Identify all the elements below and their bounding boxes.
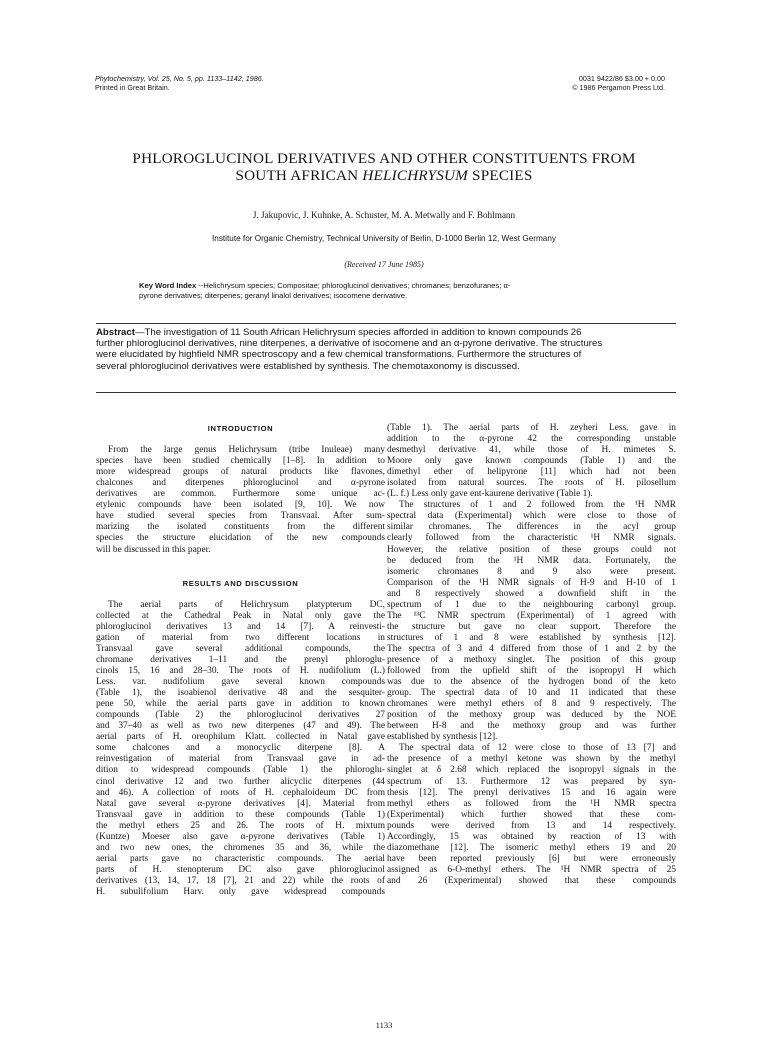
text-line: Transvaal gave in addition to these compounds (Table 1) [96, 809, 385, 820]
title-line-2-genus: HELICHRYSUM [362, 167, 469, 184]
abstract-bottom-rule [96, 392, 676, 393]
text-line: cinols 15, 16 and 28–30. The roots of H. nudifolium (L.) [96, 666, 385, 677]
abstract-line: further phloroglucinol derivatives, nine diterpenes, a derivative of isocomene and an α-pyrone derivative. The structures [96, 338, 603, 350]
text-line: phloroglucinol derivatives 13 and 14 [7]. A reinvesti- [96, 621, 385, 632]
page-number: 1133 [375, 1020, 393, 1030]
text-line: (Table 1), the isoabienol derivative 48 and the sesquiter- [96, 688, 385, 699]
text-line: species the structure elucidation of the new compounds [96, 533, 385, 544]
text-line: species have been studied chemically [1–8]. In addition to [96, 456, 385, 467]
text-line: However, the relative position of these groups could not [387, 544, 676, 555]
text-line: isolated from natural sources. The roots of H. pilosellum [387, 478, 676, 489]
text-line: pene 50, while the aerial parts gave in addition to known [96, 699, 385, 710]
text-line: followed from the upfield shift of the isopropyl H which [387, 666, 676, 677]
text-line: presence of a methoxy singlet. The position of this group [387, 654, 676, 665]
text-line: addition to the α-pyrone 42 the corresponding unstable [387, 434, 676, 445]
issn-code: 0031 9422/86 $3.00 + 0.00 [578, 74, 665, 83]
text-line: and 8 respectively showed a downfield shift in the [387, 588, 676, 599]
affiliation: Institute for Organic Chemistry, Technical University of Berlin, D-1000 Berlin 12, West Germany [211, 234, 556, 243]
keywords-line-1 [139, 281, 649, 291]
text-line: was due to the absence of the hydrogen bond of the keto [387, 677, 676, 688]
right-column-body [387, 423, 676, 887]
text-line: chalcones and diterpenes phloroglucinol and α-pyrone [96, 478, 385, 489]
text-line: desmethyl derivative 41, while those of H. mimetes S. [387, 445, 676, 456]
text-line: cinol derivative 12 and two further alicyclic diterpenes (44 [96, 776, 385, 787]
text-line: chromane derivatives 1–11 and the prenyl phloroglu- [96, 654, 385, 665]
text-line: chromanes were methyl ethers of 8 and 9 respectively. The [387, 699, 676, 710]
text-line: derivatives (13, 14, 17, 18 [7], 21 and 22) while the roots of [96, 875, 385, 886]
abstract-top-rule [96, 323, 676, 324]
author-list: J. Jakupovic, J. Kuhnke, A. Schuster, M. A. Metwally and F. Bohlmann [252, 210, 516, 220]
text-line: and two new ones, the chromenes 35 and 36, while the [96, 842, 385, 853]
title-line-1: PHLOROGLUCINOL DERIVATIVES AND OTHER CONSTITUENTS FROM [132, 150, 636, 167]
text-line: Natal gave several α-pyrone derivatives [4]. Material from [96, 798, 385, 809]
results-body [96, 600, 385, 898]
text-line: group. The spectral data of 10 and 11 indicated that these [387, 688, 676, 699]
printed-in: Printed in Great Britain. [95, 83, 170, 92]
text-line: assigned as 6-O-methyl ethers. The ¹H NMR spectra of 25 [387, 864, 676, 875]
abstract [96, 327, 676, 372]
abstract-line-text: —The investigation of 11 South African Helichrysum species afforded in addition to known compounds 26 [134, 327, 582, 338]
text-line: the structure but gave no clear support. Therefore the [387, 621, 676, 632]
spacer [96, 556, 385, 567]
received-date: (Received 17 June 1985) [344, 260, 424, 269]
copyright: © 1986 Pergamon Press Ltd. [572, 83, 665, 92]
abstract-line: several phloroglucinol derivatives were established by synthesis. The chemotaxonomy is discussed. [96, 360, 520, 372]
text-line: Less. var. nudifolium gave several known compounds [96, 677, 385, 688]
introduction-heading: INTRODUCTION [207, 424, 274, 433]
text-line: (L. f.) Less only gave ent-kaurene derivative (Table 1). [387, 489, 593, 500]
text-line: more widespread groups of natural products like flavones, [96, 467, 385, 478]
text-line: between H-8 and the methoxy group and was further [387, 721, 676, 732]
text-line: be deduced from the ¹H NMR data. Fortunately, the [387, 555, 676, 566]
journal-citation: Phytochemistry, Vol. 25, No. 5, pp. 1133–1142, 1986. [95, 74, 264, 83]
text-line: established by synthesis [12]. [387, 732, 498, 743]
keywords-line-2: pyrone derivatives; diterpenes; geranyl linalol derivatives; isocomene derivative. [139, 291, 408, 300]
abstract-label: Abstract [96, 327, 135, 338]
text-line: some chalcones and a monocyclic diterpene [8]. A [96, 743, 385, 754]
text-line: From the large genus Helichrysum (tribe Inuleae) many [108, 445, 385, 456]
text-line: Moore only gave known compounds (Table 1) and the [387, 456, 676, 467]
text-line: position of the methoxy group was deduced by the NOE [387, 710, 676, 721]
text-line: (Table 1). The aerial parts of H. zeyheri Less. gave in [387, 423, 676, 433]
text-line: The spectral data of 12 were close to those of 13 [7] and [399, 743, 676, 754]
text-line: pounds were derived from 13 and 14 respectively. [387, 820, 676, 831]
text-line: the presence of a methyl ketone was shown by the methyl [387, 754, 676, 765]
text-line: aerial parts gave no characteristic compounds. The aerial [96, 853, 385, 864]
text-line: gation of material from two different locations in [96, 632, 385, 643]
text-line: and 37–40 as well as two new diterpenes (47 and 49). The [96, 721, 385, 732]
text-line: will be discussed in this paper. [96, 544, 211, 555]
text-line: spectrum of 13. Furthermore 12 was prepared by syn- [387, 776, 676, 787]
text-line: Comparison of the ¹H NMR signals of H-9 and H-10 of 1 [387, 577, 676, 588]
text-line: and 46). A collection of roots of H. cephaloideum DC from [96, 787, 385, 798]
journal-header [95, 74, 264, 92]
text-line: marizing the isolated constituents from the different [96, 522, 385, 533]
text-line: parts of H. stenopterum DC also gave phloroglucinol [96, 864, 385, 875]
text-line: reinvestigation of material from Transvaal gave in ad- [96, 754, 385, 765]
text-line: Accordingly, 15 was obtained by reaction of 13 with [387, 831, 676, 842]
text-line: structures of 1 and 8 were established by synthesis [12]. [387, 632, 676, 643]
text-line: isomeric chromanes 8 and 9 also were present. [387, 566, 676, 577]
text-line: derivatives are common. Furthermore some unique ac- [96, 489, 385, 500]
title-line-2-end: SPECIES [468, 167, 533, 184]
text-line: (Kuntze) Moeser also gave α-pyrone derivatives (Table 1) [96, 831, 385, 842]
text-line: dition to widespread compounds (Table 1) the phloroglu- [96, 765, 385, 776]
text-line: etylenic compounds have been isolated [9, 10]. We now [96, 500, 385, 511]
spacer [96, 567, 385, 578]
abstract-line: were elucidated by highfield NMR spectroscopy and a few chemical transformations. Furthermore the structures of [96, 349, 582, 361]
text-line: H. subulifolium Harv. only gave widespread compounds [96, 886, 385, 897]
text-line: dimethyl ether of helipyrone [11] which had not been [387, 467, 676, 478]
text-line: singlet at δ 2.68 which replaced the isopropyl signals in the [387, 765, 676, 776]
text-line: diazomethane [12]. The isomeric methyl ethers 19 and 20 [387, 842, 676, 853]
left-column [96, 423, 385, 898]
keywords-label: Key Word Index [139, 281, 197, 290]
text-line: the methyl ethers 25 and 26. The roots of H. mixtum [96, 820, 385, 831]
right-column [387, 423, 676, 887]
text-line: (Experimental) which further showed that these com- [387, 809, 676, 820]
text-line: spectrum of 1 due to the neighbouring carbonyl group. [387, 599, 676, 610]
text-line: The aerial parts of Helichrysum platypterum DC, [108, 599, 385, 610]
text-line: and 26 (Experimental) showed that these compounds [387, 875, 676, 886]
text-line: compounds (Table 2) the phloroglucinol derivatives 27 [96, 710, 385, 721]
abstract-line [96, 327, 676, 338]
publisher-header [572, 74, 665, 92]
text-line: thesis [12]. The prenyl derivatives 15 and 16 again were [387, 787, 676, 798]
text-line: aerial parts of H. oreophilum Klatt. collected in Natal gave [96, 732, 385, 743]
text-line: The spectra of 3 and 4 differed from those of 1 and 2 by the [387, 643, 676, 654]
title-line-2-start: SOUTH AFRICAN [235, 167, 363, 184]
text-line: spectral data (Experimental) which were close to those of [387, 511, 676, 522]
text-line: similar chromanes. The differences in the acyl group [387, 522, 676, 533]
text-line: have studied several species from Transvaal. After sum- [96, 511, 385, 522]
text-line: methyl ethers as followed from the ¹H NMR spectra [387, 798, 676, 809]
keywords-text-1: --Helichrysum species; Compositae; phloroglucinol derivatives; chromanes; benzofuranes; α- [196, 281, 511, 290]
text-line: The structures of 1 and 2 followed from the ¹H NMR [399, 500, 676, 511]
text-line: The ¹³C NMR spectrum (Experimental) of 1 agreed with [387, 610, 676, 621]
paper-title [80, 150, 688, 184]
text-line: Transvaal gave several additional compounds, the [96, 643, 385, 654]
spacer [96, 589, 385, 600]
title-line-2 [80, 167, 688, 184]
text-line: have been reported previously [6] but were erroneously [387, 853, 676, 864]
text-line: collected at the Cathedral Peak in Natal only gave the [96, 610, 385, 621]
introduction-body [96, 445, 385, 555]
results-heading: RESULTS AND DISCUSSION [182, 578, 299, 588]
spacer [96, 434, 385, 445]
key-word-index [139, 281, 649, 301]
text-line: clearly followed from the characteristic ¹H NMR signals. [387, 533, 676, 544]
